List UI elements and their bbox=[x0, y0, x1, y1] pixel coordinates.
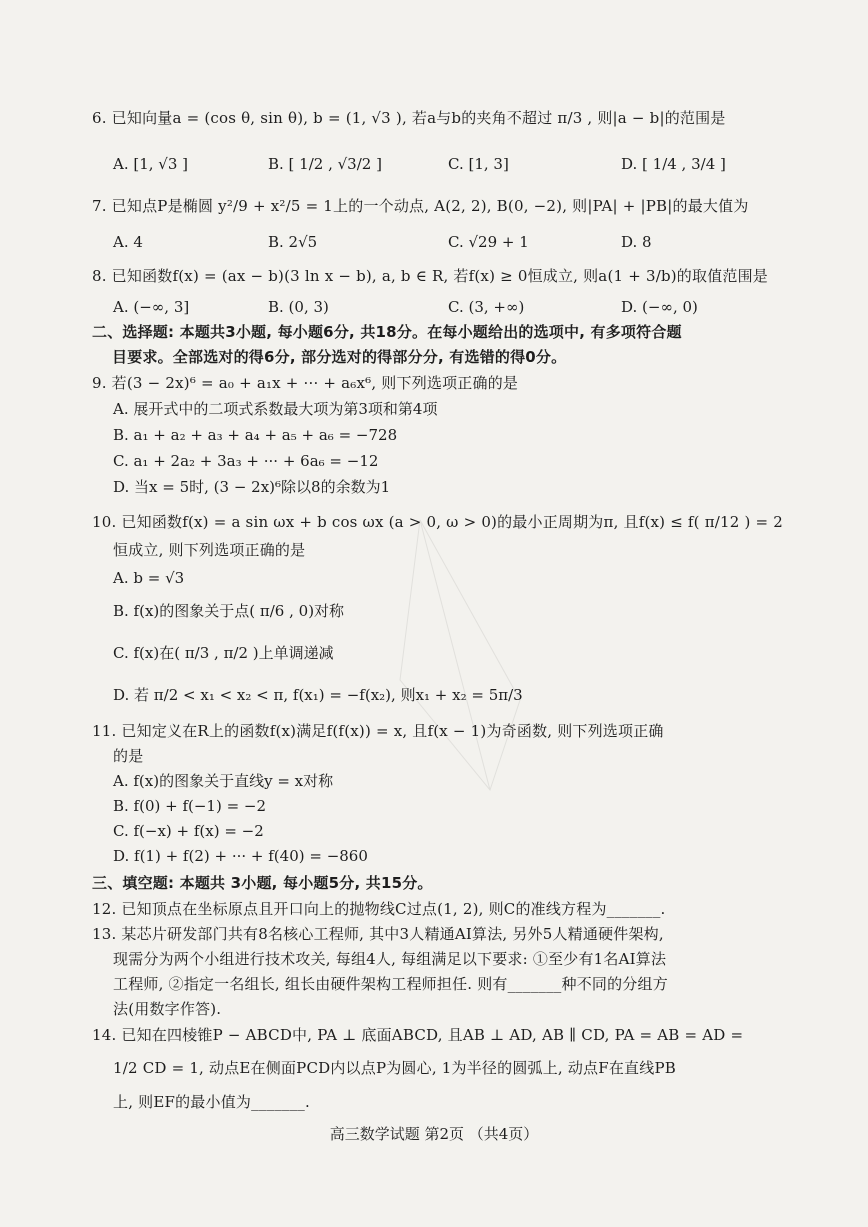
q10-option-a: A. b = √3 bbox=[113, 569, 185, 587]
q13-line2: 现需分为两个小组进行技术攻关, 每组4人, 每组满足以下要求: ①至少有1名AI算法 bbox=[113, 950, 667, 968]
q13-line3: 工程师, ②指定一名组长, 组长由硬件架构工程师担任. 则有_______种不同的分组方 bbox=[113, 975, 668, 993]
q14-line2: 1/2 CD = 1, 动点E在侧面PCD内以点P为圆心, 1为半径的圆弧上, 动点F在直线PB bbox=[113, 1059, 676, 1077]
q6-option-b: B. [ 1/2 , √3/2 ] bbox=[268, 155, 382, 173]
q7-option-d: D. 8 bbox=[621, 233, 652, 251]
q7-option-c: C. √29 + 1 bbox=[448, 233, 529, 251]
section2-heading-line1: 二、选择题: 本题共3小题, 每小题6分, 共18分。在每小题给出的选项中, 有多项符合题 bbox=[92, 323, 682, 341]
q7-option-a: A. 4 bbox=[113, 233, 143, 251]
q13-line4: 法(用数字作答). bbox=[113, 1000, 222, 1018]
q6-option-a: A. [1, √3 ] bbox=[113, 155, 189, 173]
q10-option-c: C. f(x)在( π/3 , π/2 )上单调递减 bbox=[113, 644, 334, 662]
q8-option-d: D. (−∞, 0) bbox=[621, 298, 698, 316]
bleed-through-figure bbox=[380, 500, 540, 800]
q10-option-d: D. 若 π/2 < x₁ < x₂ < π, f(x₁) = −f(x₂), 则x₁ + x₂ = 5π/3 bbox=[113, 686, 523, 704]
q8-option-c: C. (3, +∞) bbox=[448, 298, 525, 316]
q10-stem-line1: 10. 已知函数f(x) = a sin ωx + b cos ωx (a > 0, ω > 0)的最小正周期为π, 且f(x) ≤ f( π/12 ) = 2 bbox=[92, 513, 783, 531]
q8-stem: 8. 已知函数f(x) = (ax − b)(3 ln x − b), a, b ∈ R, 若f(x) ≥ 0恒成立, 则a(1 + 3/b)的取值范围是 bbox=[92, 267, 769, 285]
q7-option-b: B. 2√5 bbox=[268, 233, 318, 251]
q6-option-c: C. [1, 3] bbox=[448, 155, 509, 173]
q9-option-c: C. a₁ + 2a₂ + 3a₃ + ··· + 6a₆ = −12 bbox=[113, 452, 379, 470]
q11-option-b: B. f(0) + f(−1) = −2 bbox=[113, 797, 267, 815]
q6-option-d: D. [ 1/4 , 3/4 ] bbox=[621, 155, 726, 173]
q8-option-b: B. (0, 3) bbox=[268, 298, 329, 316]
q11-stem-line2: 的是 bbox=[113, 747, 144, 765]
q11-stem-line1: 11. 已知定义在R上的函数f(x)满足f(f(x)) = x, 且f(x − 1)为奇函数, 则下列选项正确 bbox=[92, 722, 664, 740]
q14-line3: 上, 则EF的最小值为_______. bbox=[113, 1093, 310, 1111]
q9-option-a: A. 展开式中的二项式系数最大项为第3项和第4项 bbox=[113, 400, 438, 418]
q6-stem: 6. 已知向量a = (cos θ, sin θ), b = (1, √3 ), 若a与b的夹角不超过 π/3 , 则|a − b|的范围是 bbox=[92, 109, 726, 127]
q7-stem: 7. 已知点P是椭圆 y²/9 + x²/5 = 1上的一个动点, A(2, 2), B(0, −2), 则|PA| + |PB|的最大值为 bbox=[92, 197, 749, 215]
q8-option-a: A. (−∞, 3] bbox=[113, 298, 190, 316]
section3-heading: 三、填空题: 本题共 3小题, 每小题5分, 共15分。 bbox=[92, 874, 433, 892]
q14-line1: 14. 已知在四棱锥P − ABCD中, PA ⊥ 底面ABCD, 且AB ⊥ AD, AB ∥ CD, PA = AB = AD = bbox=[92, 1026, 744, 1044]
q9-stem: 9. 若(3 − 2x)⁶ = a₀ + a₁x + ··· + a₆x⁶, 则下列选项正确的是 bbox=[92, 374, 519, 392]
q12-stem: 12. 已知顶点在坐标原点且开口向上的抛物线C过点(1, 2), 则C的准线方程为_______. bbox=[92, 900, 666, 918]
q11-option-c: C. f(−x) + f(x) = −2 bbox=[113, 822, 264, 840]
q11-option-a: A. f(x)的图象关于直线y = x对称 bbox=[113, 772, 334, 790]
q9-option-d: D. 当x = 5时, (3 − 2x)⁶除以8的余数为1 bbox=[113, 478, 391, 496]
q10-stem-line2: 恒成立, 则下列选项正确的是 bbox=[113, 541, 306, 559]
q11-option-d: D. f(1) + f(2) + ··· + f(40) = −860 bbox=[113, 847, 368, 865]
page-footer: 高三数学试题 第2页 （共4页） bbox=[329, 1125, 539, 1143]
q9-option-b: B. a₁ + a₂ + a₃ + a₄ + a₅ + a₆ = −728 bbox=[113, 426, 398, 444]
q13-line1: 13. 某芯片研发部门共有8名核心工程师, 其中3人精通AI算法, 另外5人精通硬件架构, bbox=[92, 925, 664, 943]
section2-heading-line2: 目要求。全部选对的得6分, 部分选对的得部分分, 有选错的得0分。 bbox=[112, 348, 567, 366]
q10-option-b: B. f(x)的图象关于点( π/6 , 0)对称 bbox=[113, 602, 345, 620]
